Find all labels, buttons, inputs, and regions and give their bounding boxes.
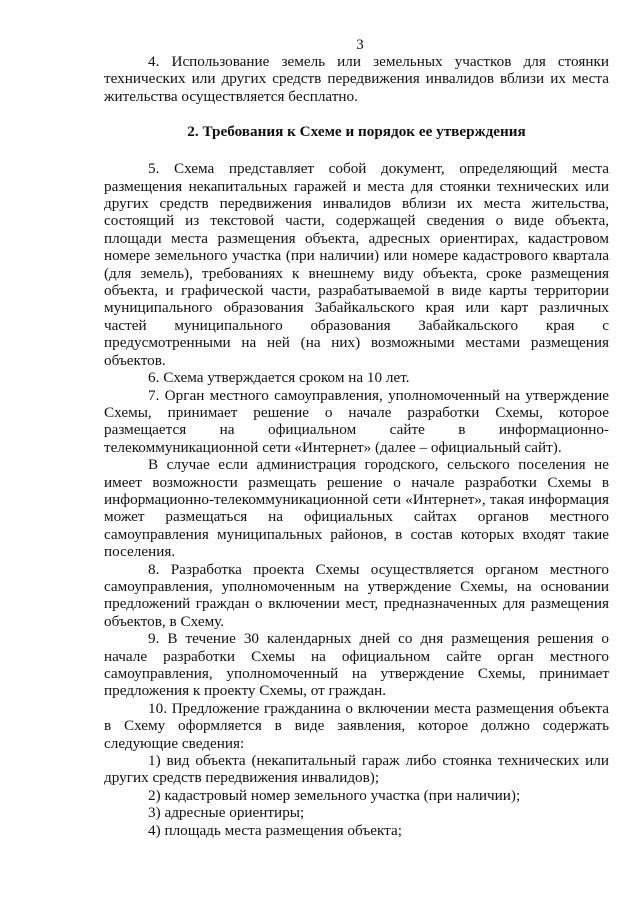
page-number: 3 <box>356 37 364 53</box>
paragraph-10: 10. Предложение гражданина о включении места размещения объекта в Схему оформляется в виде заявления, которое должно содержать следующие сведения: <box>104 699 609 752</box>
paragraph-9: 9. В течение 30 календарных дней со дня размещения решения о начале разработки Схемы на официальном сайте орган местного самоуправления, уполномоченный на утверждение Схемы, принимает предложения к проекту Схемы, от граждан. <box>104 630 609 700</box>
list-item: 3) адресные ориентиры; <box>148 804 305 822</box>
document-body <box>104 53 609 839</box>
list-item: 2) кадастровый номер земельного участка (при наличии); <box>148 786 521 804</box>
paragraph-6: 6. Схема утверждается сроком на 10 лет. <box>148 369 410 387</box>
paragraph-4: 4. Использование земель или земельных участков для стоянки технических или других средств передвижения инвалидов вблизи их места жительства осуществляется бесплатно. <box>104 53 609 105</box>
list-item: 1) вид объекта (некапитальный гараж либо стоянка технических или других средств передвижения инвалидов); <box>104 752 609 787</box>
paragraph-5: 5. Схема представляет собой документ, определяющий места размещения некапитальных гаражей и места для стоянки технических или других средств передвижения инвалидов вблизи их места жительства, состоящий из текстовой части, содержащей сведения о виде объекта, площади места размещения объекта, адресных ориентирах, кадастровом номере земельного участка (при наличии) или номере кадастрового квартала (для земель), требованиях к внешнему виду объекта, сроке размещения объекта, и графической части, разрабатываемой в виде карты территории муниципального образования Забайкальского края или карт различных частей муниципального образования Забайкальского края с предусмотренными на ней (на них) возможными местами размещения объектов. <box>104 160 609 369</box>
section-heading: 2. Требования к Схеме и порядок ее утверждения <box>187 123 526 141</box>
paragraph-8: 8. Разработка проекта Схемы осуществляется органом местного самоуправления, уполномоченным на утверждение Схемы, на основании предложений граждан о включении мест, предназначенных для размещения объектов, в Схему. <box>104 560 609 630</box>
paragraph-7-continuation: В случае если администрация городского, сельского поселения не имеет возможности размещать решение о начале разработки Схемы в информационно-телекоммуникационной сети «Интернет», такая информация может размещаться на официальных сайтах органов местного самоуправления муниципальных районов, в состав которых входят такие поселения. <box>104 456 609 561</box>
list-item: 4) площадь места размещения объекта; <box>148 821 402 839</box>
paragraph-7: 7. Орган местного самоуправления, уполномоченный на утверждение Схемы, принимает решение о начале разработки Схемы, которое размещается на официальном сайте в информационно-телекоммуникационной сети «Интернет» (далее – официальный сайт). <box>104 386 609 456</box>
